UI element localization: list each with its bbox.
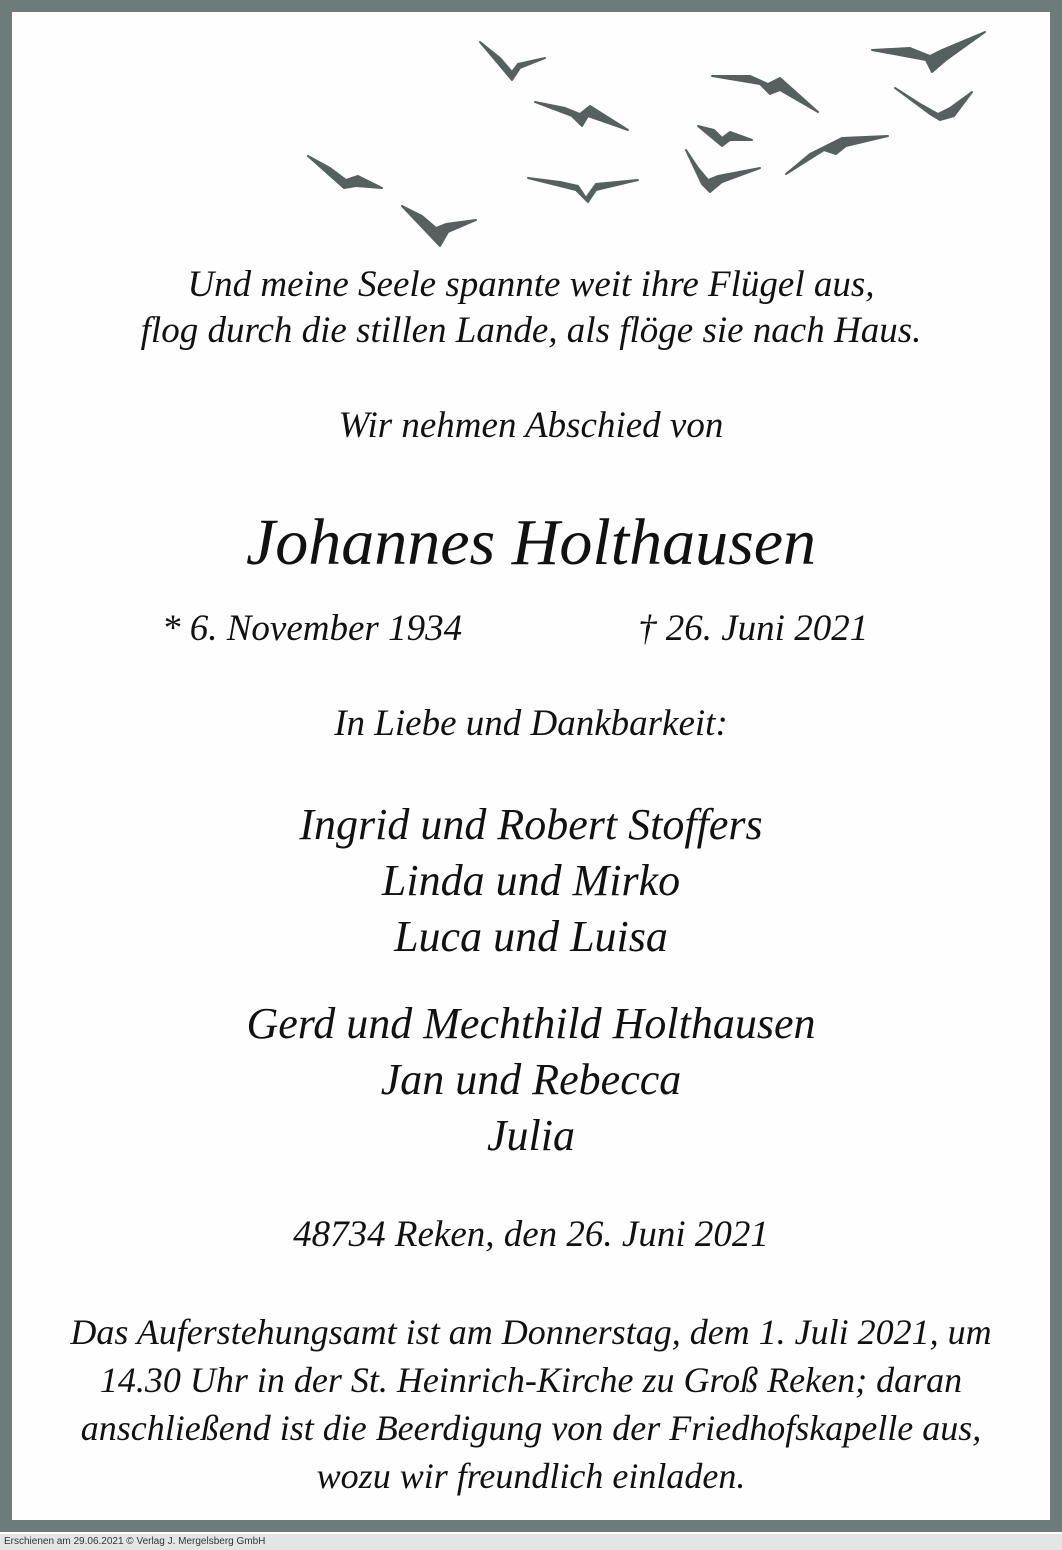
bird	[698, 126, 752, 146]
family-member: Jan und Rebecca	[380, 1055, 682, 1104]
love-line: In Liebe und Dankbarkeit:	[334, 703, 728, 744]
service-text: Das Auferstehungsamt ist am Donnerstag, dem 1. Juli 2021, um 14.30 Uhr in der St. Heinrich-Kirche zu Groß Reken; daran anschließend ist die Beerdigung von der Friedhofskapelle aus, wozu wir freundlich einladen.	[70, 1312, 992, 1496]
bird	[535, 102, 628, 130]
place-and-date: 48734 Reken, den 26. Juni 2021	[293, 1214, 769, 1255]
flying-birds-icon	[290, 20, 1000, 260]
verse	[0, 262, 1062, 354]
bird	[402, 206, 476, 246]
verse-line-1: Und meine Seele spannte weit ihre Flügel aus,	[187, 264, 875, 305]
verse-line-2: flog durch die stillen Lande, als flöge sie nach Haus.	[140, 310, 922, 351]
birth-date: * 6. November 1934	[162, 608, 463, 649]
publication-footer: Erschienen am 29.06.2021 © Verlag J. Mergelsberg GmbH	[0, 1534, 1062, 1550]
service-info	[0, 1308, 1062, 1500]
bird	[786, 136, 888, 174]
family-member: Linda und Mirko	[381, 856, 681, 905]
family-member: Julia	[487, 1111, 575, 1160]
family-group-1	[0, 797, 1062, 965]
bird	[872, 32, 985, 72]
deceased-name: Johannes Holthausen	[245, 506, 817, 579]
bird	[480, 42, 545, 80]
family-member: Ingrid und Robert Stoffers	[299, 800, 763, 849]
bird	[528, 178, 638, 202]
bird	[686, 150, 760, 192]
bird	[895, 88, 972, 120]
farewell-intro: Wir nehmen Abschied von	[338, 405, 724, 446]
family-group-2	[0, 996, 1062, 1164]
death-date: † 26. Juni 2021	[638, 608, 869, 649]
bird	[712, 76, 818, 112]
bird	[308, 156, 382, 188]
family-member: Gerd und Mechthild Holthausen	[246, 999, 816, 1048]
family-member: Luca und Luisa	[394, 912, 668, 961]
